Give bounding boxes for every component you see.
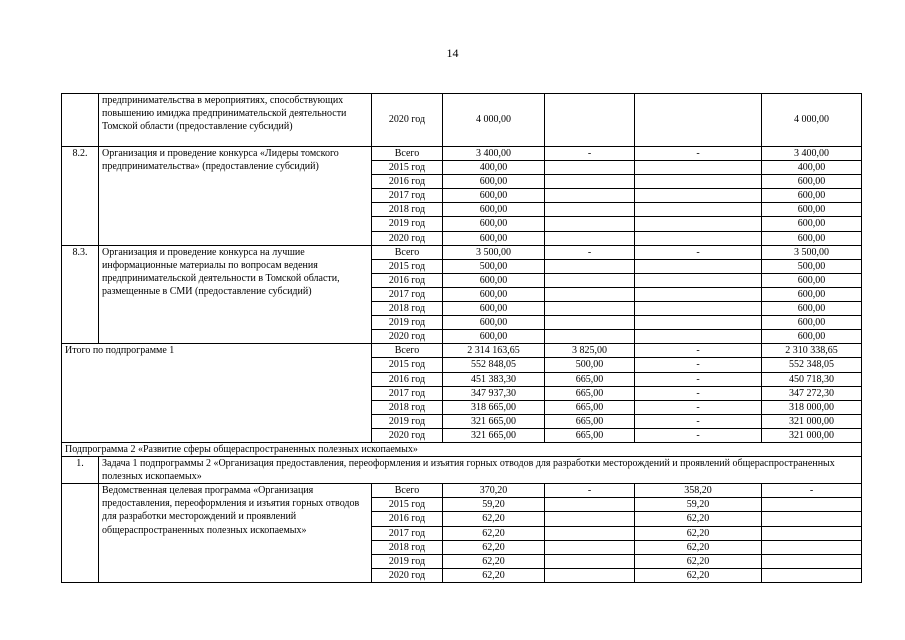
task-description: Задача 1 подпрограммы 2 «Организация предоставления, переоформления и изъятия горных отводов для разработки месторождений и проявлений общераспространенных полезных ископаемых» [99,457,862,484]
regional-cell [635,161,762,175]
other-cell: 4 000,00 [762,94,862,147]
other-cell: 347 272,30 [762,386,862,400]
total-cell: 318 665,00 [443,400,545,414]
total-cell: 600,00 [443,175,545,189]
table-row [62,442,862,456]
total-cell: 62,20 [443,554,545,568]
year-cell: 2015 год [372,358,443,372]
other-cell [762,526,862,540]
other-cell: 600,00 [762,217,862,231]
year-cell: 2016 год [372,512,443,526]
total-cell: 500,00 [443,259,545,273]
year-cell: 2017 год [372,526,443,540]
total-cell: 400,00 [443,161,545,175]
other-cell: 600,00 [762,302,862,316]
regional-cell [635,203,762,217]
regional-cell [635,175,762,189]
year-cell: 2020 год [372,568,443,582]
year-cell: 2018 год [372,540,443,554]
other-cell [762,498,862,512]
regional-cell [635,330,762,344]
regional-cell: - [635,245,762,259]
regional-cell: 62,20 [635,568,762,582]
total-cell: 3 400,00 [443,147,545,161]
total-cell: 600,00 [443,231,545,245]
regional-cell: - [635,372,762,386]
other-cell: 600,00 [762,287,862,301]
regional-cell: 59,20 [635,498,762,512]
federal-cell [545,512,635,526]
federal-cell: 665,00 [545,372,635,386]
federal-cell: 500,00 [545,358,635,372]
total-cell: 62,20 [443,512,545,526]
program-description: Ведомственная целевая программа «Организация предоставления, переоформления и изъятия горных отводов для разработки месторождений и проявлений общераспространенных полезных ископаемых» [99,484,372,583]
other-cell: 600,00 [762,175,862,189]
other-cell [762,554,862,568]
federal-cell: 665,00 [545,400,635,414]
year-cell: 2019 год [372,217,443,231]
federal-cell [545,554,635,568]
subtotal-label: Итого по подпрограмме 1 [62,344,372,443]
other-cell: 600,00 [762,273,862,287]
year-cell: 2018 год [372,203,443,217]
other-cell: 600,00 [762,231,862,245]
other-cell: 318 000,00 [762,400,862,414]
regional-cell: - [635,414,762,428]
row-number-cell [62,94,99,147]
budget-table-body [62,94,862,583]
total-cell: 600,00 [443,287,545,301]
federal-cell [545,526,635,540]
row-number-cell [62,484,99,583]
measure-description: Организация и проведение конкурса «Лидеры томского предпринимательства» (предоставление субсидий) [99,147,372,246]
federal-cell [545,540,635,554]
other-cell: 321 000,00 [762,414,862,428]
federal-cell: - [545,484,635,498]
regional-cell [635,287,762,301]
regional-cell: - [635,344,762,358]
other-cell: 2 310 338,65 [762,344,862,358]
regional-cell [635,259,762,273]
table-row [62,94,862,147]
total-cell: 600,00 [443,203,545,217]
year-cell: 2017 год [372,287,443,301]
regional-cell: 62,20 [635,526,762,540]
year-cell: Всего [372,344,443,358]
year-cell: 2019 год [372,554,443,568]
year-cell: Всего [372,245,443,259]
year-cell: 2020 год [372,428,443,442]
regional-cell: 62,20 [635,512,762,526]
federal-cell [545,217,635,231]
regional-cell: 62,20 [635,554,762,568]
regional-cell [635,217,762,231]
table-row [62,457,862,484]
total-cell: 2 314 163,65 [443,344,545,358]
year-cell: 2020 год [372,94,443,147]
other-cell: - [762,484,862,498]
federal-cell [545,273,635,287]
regional-cell: 62,20 [635,540,762,554]
page-number: 14 [446,46,459,60]
other-cell: 3 500,00 [762,245,862,259]
year-cell: 2016 год [372,273,443,287]
federal-cell [545,203,635,217]
year-cell: 2015 год [372,498,443,512]
other-cell: 400,00 [762,161,862,175]
federal-cell [545,498,635,512]
federal-cell: 665,00 [545,386,635,400]
year-cell: 2020 год [372,330,443,344]
year-cell: 2016 год [372,372,443,386]
federal-cell: 665,00 [545,414,635,428]
total-cell: 600,00 [443,330,545,344]
year-cell: 2019 год [372,414,443,428]
federal-cell [545,94,635,147]
federal-cell [545,231,635,245]
regional-cell [635,94,762,147]
total-cell: 600,00 [443,217,545,231]
year-cell: Всего [372,147,443,161]
total-cell: 62,20 [443,526,545,540]
federal-cell [545,302,635,316]
regional-cell: - [635,400,762,414]
total-cell: 4 000,00 [443,94,545,147]
table-row [62,344,862,358]
table-row [62,484,862,498]
total-cell: 59,20 [443,498,545,512]
year-cell: 2016 год [372,175,443,189]
total-cell: 62,20 [443,568,545,582]
other-cell: 600,00 [762,330,862,344]
other-cell: 600,00 [762,189,862,203]
federal-cell [545,175,635,189]
regional-cell: - [635,358,762,372]
regional-cell: - [635,428,762,442]
other-cell: 600,00 [762,203,862,217]
year-cell: 2017 год [372,386,443,400]
regional-cell [635,189,762,203]
year-cell: 2015 год [372,161,443,175]
federal-cell: 665,00 [545,428,635,442]
total-cell: 62,20 [443,540,545,554]
federal-cell [545,287,635,301]
federal-cell [545,568,635,582]
year-cell: 2019 год [372,316,443,330]
federal-cell: - [545,245,635,259]
measure-description: предпринимательства в мероприятиях, способствующих повышению имиджа предпринимательской деятельности Томской области (предоставление субсидий) [99,94,372,147]
other-cell: 552 348,05 [762,358,862,372]
regional-cell: - [635,147,762,161]
year-cell: 2018 год [372,400,443,414]
total-cell: 347 937,30 [443,386,545,400]
regional-cell: - [635,386,762,400]
year-cell: 2018 год [372,302,443,316]
total-cell: 3 500,00 [443,245,545,259]
total-cell: 321 665,00 [443,414,545,428]
row-number-cell: 8.3. [62,245,99,344]
table-row [62,245,862,259]
measure-description: Организация и проведение конкурса на лучшие информационные материалы по вопросам ведения предпринимательской деятельности в Томской области, размещенные в СМИ (предоставление субсидий) [99,245,372,344]
total-cell: 321 665,00 [443,428,545,442]
total-cell: 552 848,05 [443,358,545,372]
regional-cell [635,316,762,330]
year-cell: 2020 год [372,231,443,245]
total-cell: 451 383,30 [443,372,545,386]
other-cell [762,512,862,526]
other-cell [762,568,862,582]
other-cell: 450 718,30 [762,372,862,386]
row-number-cell: 1. [62,457,99,484]
year-cell: 2017 год [372,189,443,203]
total-cell: 600,00 [443,302,545,316]
table-row [62,147,862,161]
year-cell: 2015 год [372,259,443,273]
federal-cell: - [545,147,635,161]
other-cell [762,540,862,554]
regional-cell: 358,20 [635,484,762,498]
federal-cell [545,330,635,344]
total-cell: 370,20 [443,484,545,498]
regional-cell [635,231,762,245]
row-number-cell: 8.2. [62,147,99,246]
other-cell: 600,00 [762,316,862,330]
other-cell: 500,00 [762,259,862,273]
federal-cell [545,161,635,175]
budget-table [61,93,862,583]
federal-cell: 3 825,00 [545,344,635,358]
total-cell: 600,00 [443,316,545,330]
regional-cell [635,302,762,316]
federal-cell [545,316,635,330]
total-cell: 600,00 [443,273,545,287]
total-cell: 600,00 [443,189,545,203]
other-cell: 3 400,00 [762,147,862,161]
other-cell: 321 000,00 [762,428,862,442]
federal-cell [545,189,635,203]
regional-cell [635,273,762,287]
year-cell: Всего [372,484,443,498]
federal-cell [545,259,635,273]
subprogram-title: Подпрограмма 2 «Развитие сферы общераспространенных полезных ископаемых» [62,442,862,456]
